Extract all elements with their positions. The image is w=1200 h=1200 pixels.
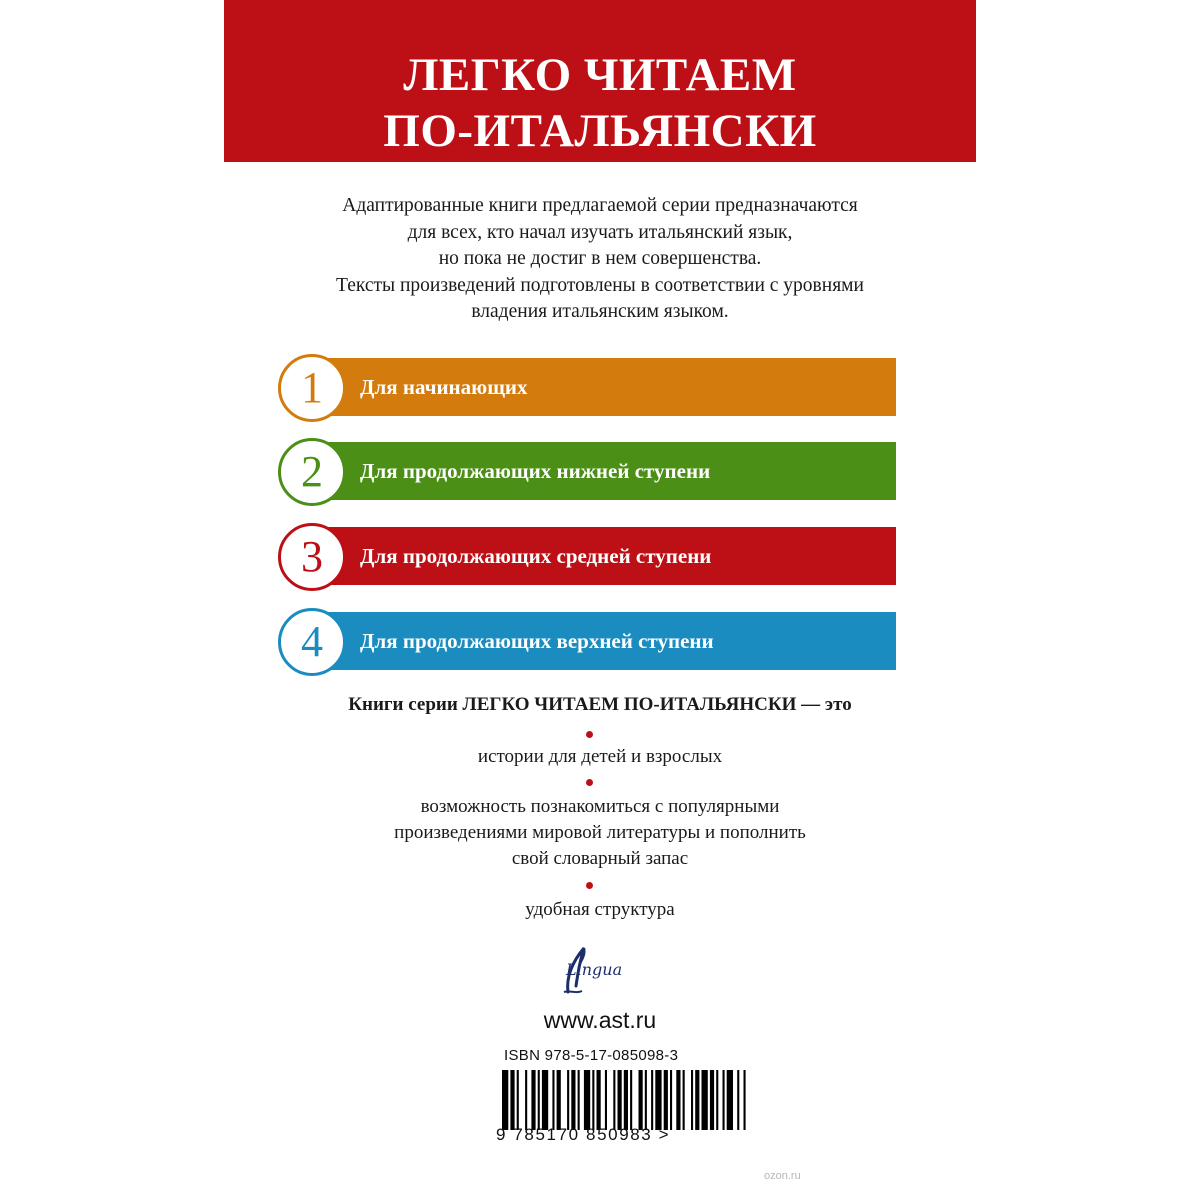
level-3-number-badge: 3 bbox=[278, 523, 346, 591]
series-description bbox=[224, 193, 976, 326]
feature-line: истории для детей и взрослых bbox=[477, 746, 723, 767]
publisher-website: www.ast.ru bbox=[543, 1007, 657, 1033]
feature-item-1 bbox=[224, 744, 976, 770]
level-2-row bbox=[278, 440, 896, 504]
level-1-number-badge: 1 bbox=[278, 354, 346, 422]
barcode-image bbox=[502, 1070, 892, 1130]
level-4-row bbox=[278, 610, 896, 674]
level-3-label: Для продолжающих средней ступени bbox=[360, 544, 712, 568]
feature-line: удобная структура bbox=[525, 899, 675, 920]
logo-wordmark: Lingua bbox=[566, 960, 623, 979]
lingua-publisher-logo bbox=[536, 940, 666, 1000]
level-3-row bbox=[278, 525, 896, 589]
bullet-dot bbox=[586, 731, 593, 738]
feature-item-2 bbox=[224, 794, 976, 872]
feature-line: возможность познакомиться с популярными bbox=[420, 796, 780, 817]
level-1-row bbox=[278, 356, 896, 420]
level-2-number-badge: 2 bbox=[278, 438, 346, 506]
book-back-cover bbox=[224, 0, 976, 1200]
title-line-2: ПО-ИТАЛЬЯНСКИ bbox=[383, 105, 817, 157]
series-lead-text: Книги серии ЛЕГКО ЧИТАЕМ ПО-ИТАЛЬЯНСКИ — это bbox=[348, 694, 852, 715]
isbn-number: ISBN 978-5-17-085098-3 bbox=[504, 1047, 679, 1064]
level-4-label: Для продолжающих верхней ступени bbox=[360, 629, 714, 653]
feature-item-3 bbox=[224, 897, 976, 923]
intro-line: Тексты произведений подготовлены в соответствии с уровнями bbox=[336, 274, 864, 296]
title-banner bbox=[224, 0, 976, 162]
level-1-label: Для начинающих bbox=[360, 375, 528, 399]
bullet-dot bbox=[586, 779, 593, 786]
level-2-label: Для продолжающих нижней ступени bbox=[360, 459, 711, 483]
feature-line: произведениями мировой литературы и пополнить bbox=[394, 822, 806, 843]
title-line-1: ЛЕГКО ЧИТАЕМ bbox=[403, 49, 797, 101]
ozon-watermark: ozon.ru bbox=[764, 1170, 801, 1182]
intro-line: Адаптированные книги предлагаемой серии предназначаются bbox=[342, 195, 858, 216]
intro-line: для всех, кто начал изучать итальянский язык, bbox=[407, 221, 793, 243]
intro-line: владения итальянским языком. bbox=[471, 301, 729, 322]
level-4-number-badge: 4 bbox=[278, 608, 346, 676]
feature-line: свой словарный запас bbox=[511, 848, 689, 869]
barcode-digits: 9 785170 850983 > bbox=[496, 1125, 671, 1144]
bullet-dot bbox=[586, 882, 593, 889]
intro-line: но пока не достиг в нем совершенства. bbox=[438, 248, 762, 269]
